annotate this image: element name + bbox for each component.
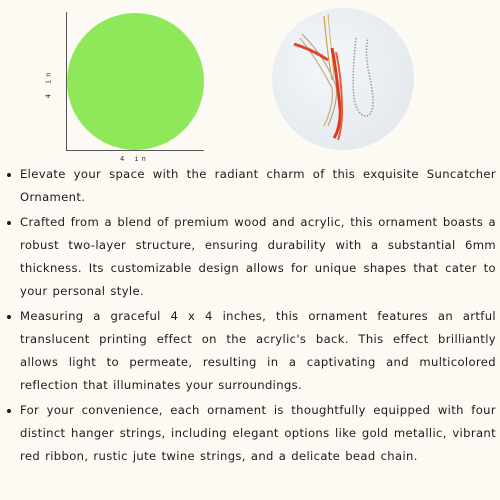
width-label: 4 in [120, 155, 149, 163]
feature-text: Elevate your space with the radiant charm of this exquisite Suncatcher Ornament. [20, 167, 496, 204]
list-item [6, 305, 496, 397]
ornament-circle [67, 13, 204, 150]
bullet-icon [7, 221, 11, 225]
feature-text: Measuring a graceful 4 x 4 inches, this ornament features an artful translucent printing effect on the acrylic's back. This effect brilliantly allows light to permeate, resulting in a captivating and multicolored reflection that illuminates your surroundings. [20, 309, 496, 392]
hanger-strings-photo [272, 8, 414, 150]
list-item [6, 399, 496, 468]
hanger-strings-illustration [272, 8, 414, 150]
feature-text: For your convenience, each ornament is thoughtfully equipped with four distinct hanger strings, including elegant options like gold metallic, vibrant red ribbon, rustic jute twine strings, and a delicate bead chain. [20, 403, 496, 463]
width-dimension-line [66, 150, 204, 151]
bullet-icon [7, 409, 11, 413]
height-label: 4 in [44, 69, 53, 99]
ornament-size-diagram [0, 0, 250, 165]
feature-text: Crafted from a blend of premium wood and acrylic, this ornament boasts a robust two-layer structure, ensuring durability with a substantial 6mm thickness. Its customizable design allows for unique shapes that cater to your personal style. [20, 215, 496, 298]
list-item [6, 163, 496, 209]
feature-list [6, 163, 496, 470]
list-item [6, 211, 496, 303]
bullet-icon [7, 315, 11, 319]
bullet-icon [7, 173, 11, 177]
